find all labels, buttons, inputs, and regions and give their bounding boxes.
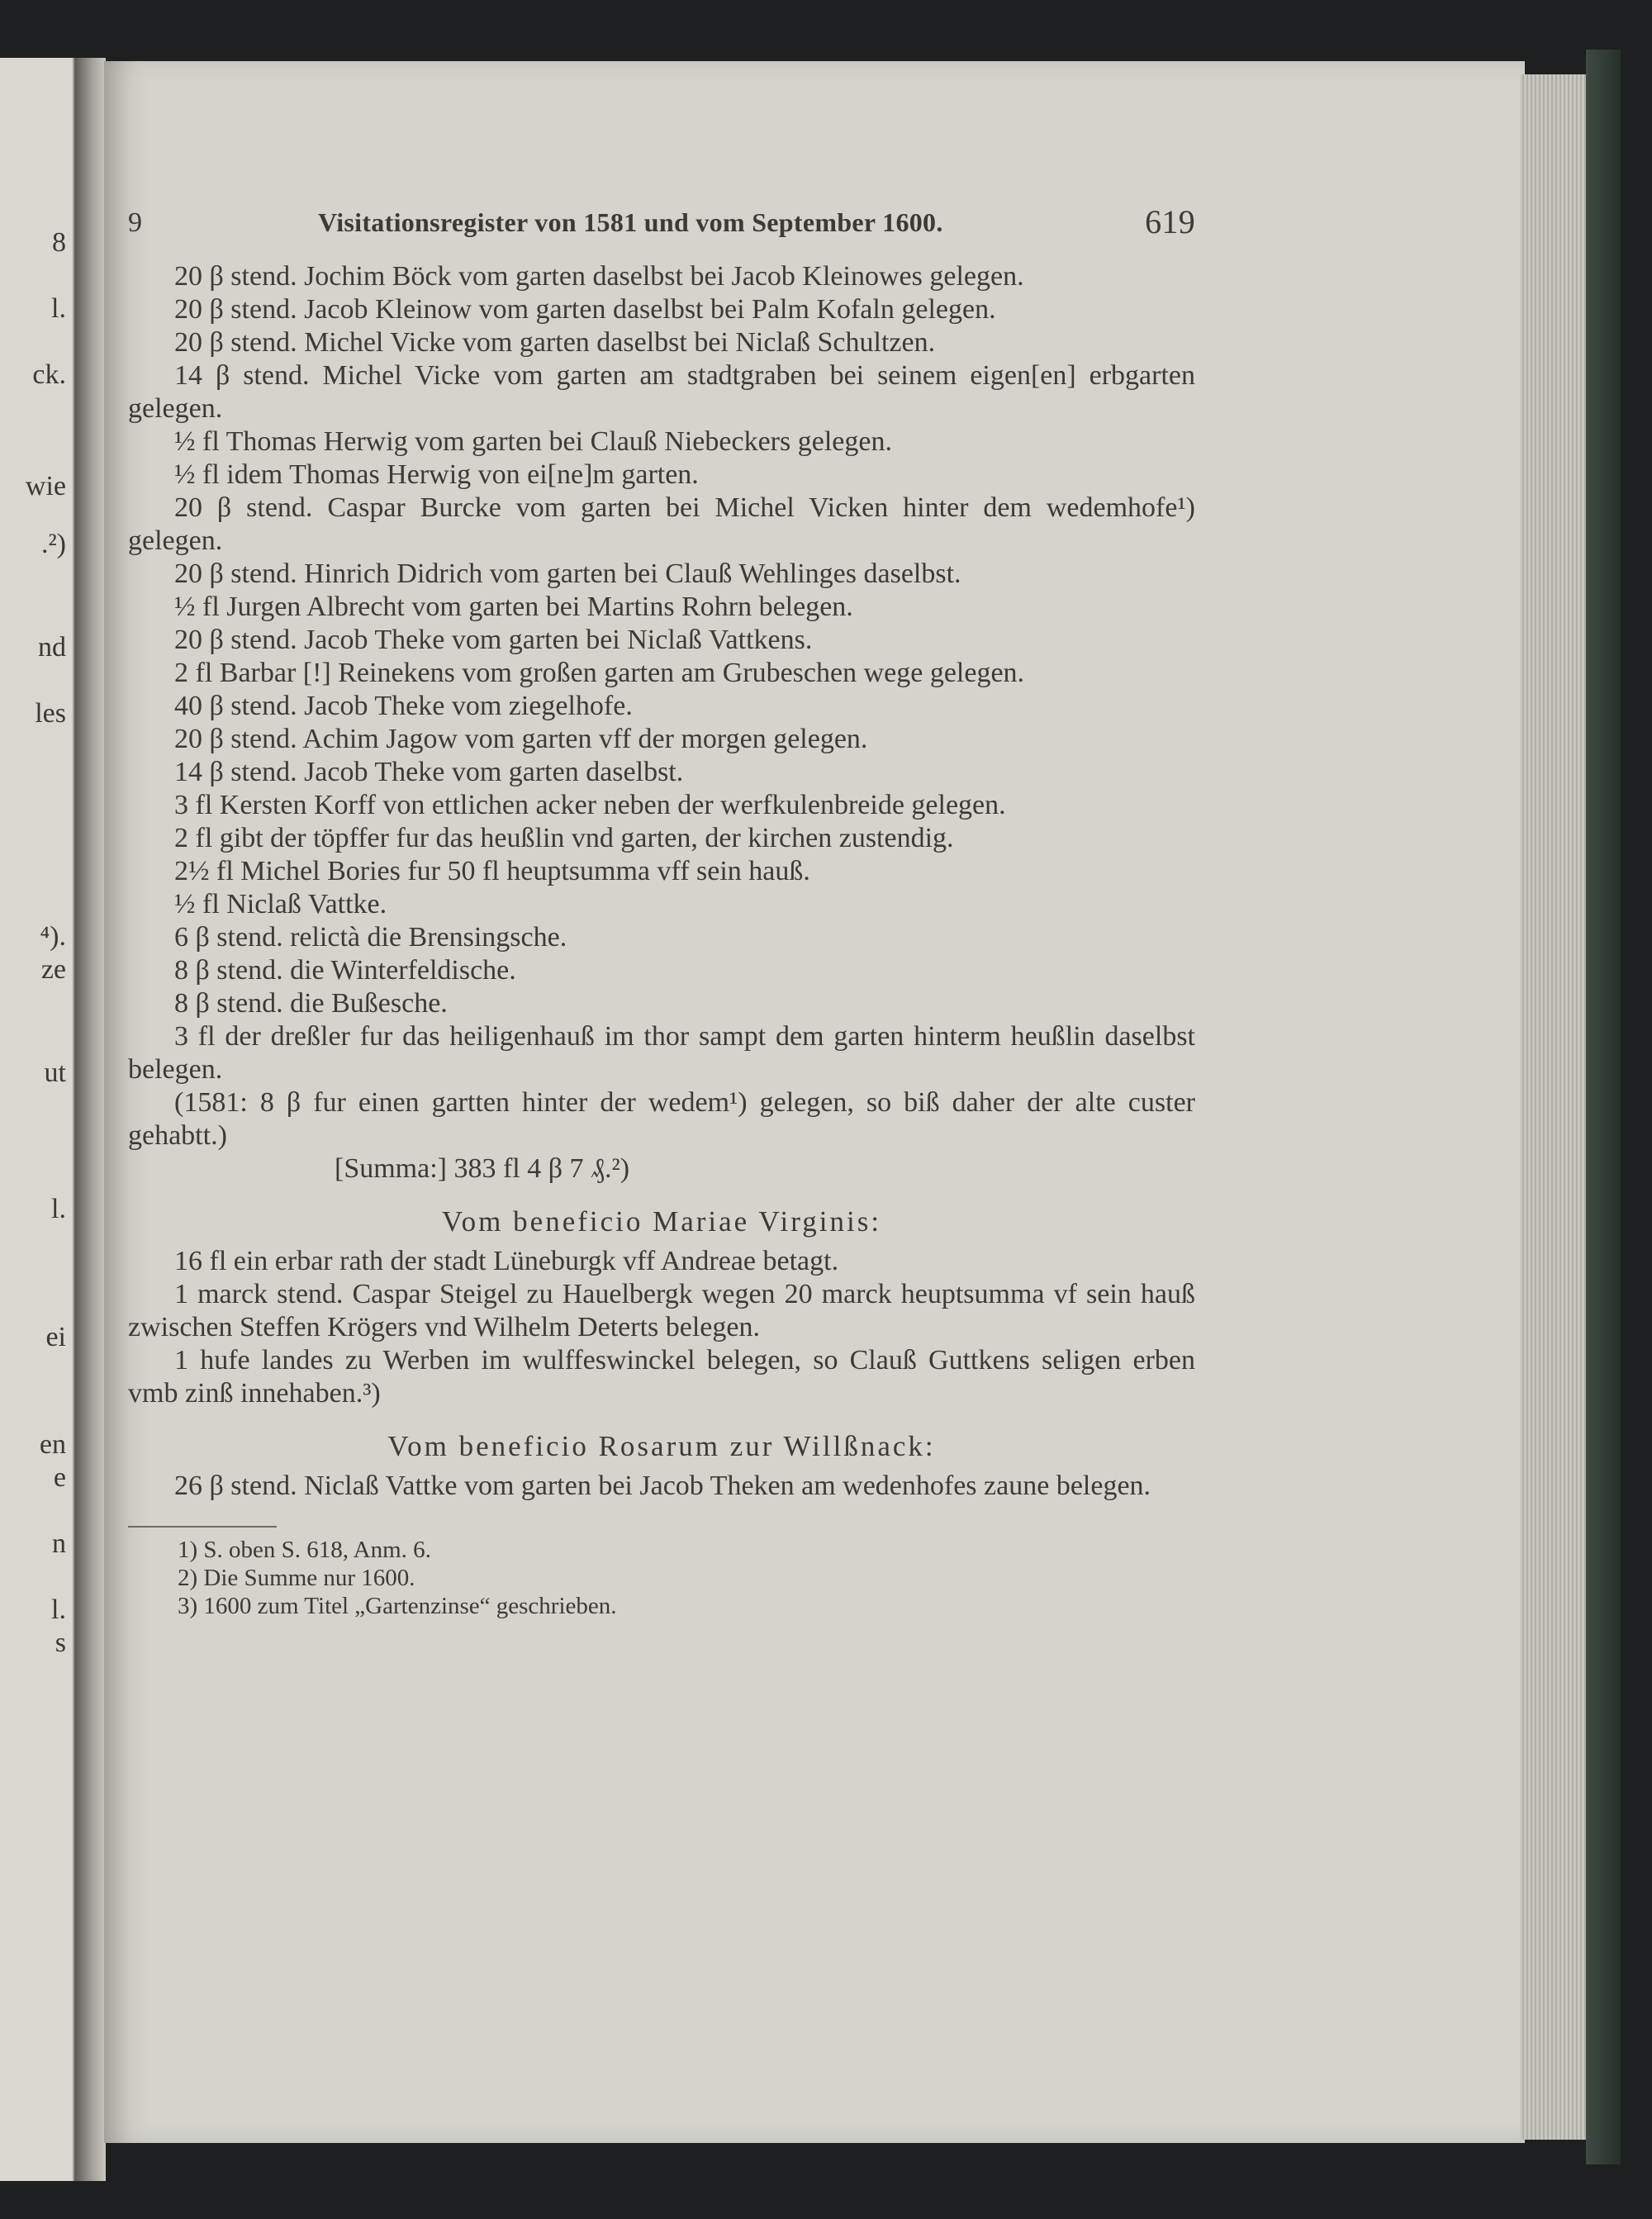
book-binding [74,58,106,2181]
entry: (1581: 8 β fur einen gartten hinter der wedem¹) gelegen, so biß daher der alte custer gehabtt.) [128,1087,1195,1151]
left-page-fragment: e [53,1462,66,1493]
entry: 2 fl gibt der töpffer fur das heußlin vnd garten, der kirchen zustendig. [174,823,954,853]
section-number: 9 [128,207,143,238]
left-page-fragment: l. [51,1194,66,1224]
left-page-fragment: .²) [40,529,66,559]
entry: ½ fl Niclaß Vattke. [174,889,387,919]
entry: ½ fl Thomas Herwig vom garten bei Clauß Niebeckers gelegen. [174,426,892,457]
footnote: 1) S. oben S. 618, Anm. 6. [178,1537,431,1563]
entry: 20 β stend. Jacob Theke vom garten bei Niclaß Vattkens. [174,625,813,655]
section-heading: Vom beneficio Rosarum zur Willßnack: [387,1430,936,1462]
entry: 20 β stend. Caspar Burcke vom garten bei Michel Vicken hinter dem wedemhofe¹) gelegen. [128,492,1195,556]
left-page-fragment: l. [51,293,66,324]
running-header [128,202,1195,260]
book-cover-edge [1586,50,1621,2164]
page-text [128,202,1195,1620]
entry: 2 fl Barbar [!] Reinekens vom großen garten am Grubeschen wege gelegen. [174,658,1025,688]
entry: 40 β stend. Jacob Theke vom ziegelhofe. [174,691,633,721]
footnote: 3) 1600 zum Titel „Gartenzinse“ geschrieben. [178,1593,617,1619]
entry: 6 β stend. relictà die Brensingsche. [174,922,567,953]
entry: 3 fl Kersten Korff von ettlichen acker neben der werfkulenbreide gelegen. [174,790,1006,820]
left-page-fragment: l. [51,1594,66,1625]
entry: 14 β stend. Michel Vicke vom garten am stadtgraben bei seinem eigen[en] erbgarten gelegen. [128,360,1195,424]
left-page-fragment: n [52,1528,66,1559]
entry: 8 β stend. die Bußesche. [174,988,448,1019]
entry: 20 β stend. Hinrich Didrich vom garten bei Clauß Wehlinges daselbst. [174,558,961,589]
section-heading: Vom beneficio Mariae Virginis: [441,1205,882,1238]
entry: 8 β stend. die Winterfeldische. [174,955,516,986]
entry: 16 fl ein erbar rath der stadt Lüneburgk vff Andreae betagt. [174,1246,839,1276]
entry: 20 β stend. Jochim Böck vom garten daselbst bei Jacob Kleinowes gelegen. [174,261,1024,292]
footnote: 2) Die Summe nur 1600. [178,1565,415,1591]
page-edges [1520,74,1586,2140]
left-page-fragment: ck. [32,359,66,390]
page-number: 619 [1145,203,1195,240]
left-page-fragment: 8 [52,227,66,258]
entry: 20 β stend. Michel Vicke vom garten daselbst bei Niclaß Schultzen. [174,327,936,358]
left-page-fragment: en [39,1429,66,1460]
entry: 20 β stend. Jacob Kleinow vom garten daselbst bei Palm Kofaln gelegen. [174,294,996,325]
entry: 3 fl der dreßler fur das heiligenhauß im thor sampt dem garten hinterm heußlin daselbst belegen. [128,1021,1195,1085]
entry: 14 β stend. Jacob Theke vom garten daselbst. [174,757,684,787]
footnote-divider [128,1526,277,1528]
entry: ½ fl idem Thomas Herwig von ei[ne]m garten. [174,459,699,490]
entry: 26 β stend. Niclaß Vattke vom garten bei Jacob Theken am wedenhofes zaune belegen. [174,1471,1151,1501]
left-page-fragment: ⁴). [40,921,66,952]
left-page-fragment: les [35,698,66,729]
left-page-fragment: ut [44,1057,66,1088]
summa-line: [Summa:] 383 fl 4 β 7 ₰.²) [335,1153,630,1184]
left-page-fragment: nd [38,632,66,663]
entry: 1 marck stend. Caspar Steigel zu Hauelbergk wegen 20 marck heuptsumma vf sein hauß zwischen Steffen Krögers vnd Wilhelm Deterts belegen. [128,1279,1195,1342]
entry: 1 hufe landes zu Werben im wulffeswinckel belegen, so Clauß Guttkens seligen erben vmb zinß innehaben.³) [128,1345,1195,1409]
entry: 2½ fl Michel Bories fur 50 fl heuptsumma vff sein hauß. [174,856,810,886]
left-page-edge [0,58,78,2181]
entry: ½ fl Jurgen Albrecht vom garten bei Martins Rohrn belegen. [174,592,853,622]
left-page-fragment: ei [45,1322,66,1352]
left-page-fragment: wie [25,471,66,501]
entry: 20 β stend. Achim Jagow vom garten vff der morgen gelegen. [174,724,868,754]
running-title: Visitationsregister von 1581 und vom September 1600. [318,207,943,237]
left-page-fragment: s [55,1627,66,1658]
left-page-fragment: ze [40,954,66,985]
